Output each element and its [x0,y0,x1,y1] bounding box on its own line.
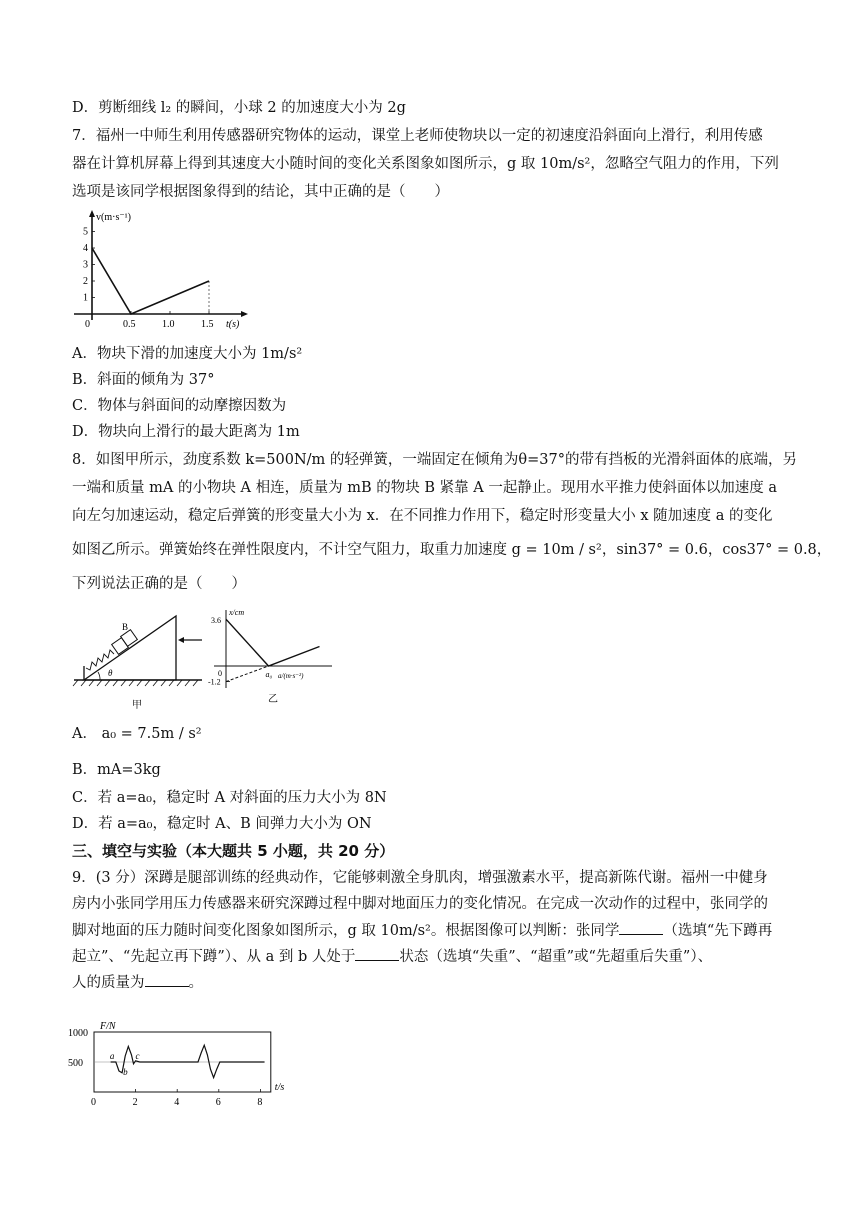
q7-velocity-time-chart [60,206,260,336]
q7-option-d: D．物块向上滑行的最大距离为 1m [72,424,300,440]
y-axis-label: F/N [100,1021,116,1032]
q8-figure-jia [70,604,210,714]
q9-stem-line3-tail: （选填“先下蹲再 [663,923,773,939]
q9-stem-line5 [72,972,800,993]
fig-jia-caption: 甲 [132,700,142,711]
q9-blank-2[interactable] [355,946,399,961]
x-axis-label: t(s) [226,319,240,330]
x-tick-label: 8 [257,1097,263,1108]
q9-stem-line4 [72,946,800,967]
q8-stem-line2: 一端和质量 mA 的小物块 A 相连，质量为 mB 的物块 B 紧靠 A 一起静止。现用水平推力使斜面体以加速度 a [72,480,778,496]
q8-stem-line5: 下列说法正确的是（ ） [72,576,246,592]
push-force-arrowhead [178,637,184,643]
q7-stem-line3: 选项是该同学根据图象得到的结论，其中正确的是（ ） [72,184,449,200]
dashed-extension [226,666,269,682]
q7-option-a: A．物块下滑的加速度大小为 1m/s² [72,346,303,362]
x-tick-label: 6 [215,1097,221,1108]
q8-option-b: B．mA=3kg [72,762,161,778]
q7-option-c: C．物体与斜面间的动摩擦因数为 [72,398,287,414]
y-tick-label: 3.6 [211,616,221,626]
point-label-a: a [109,1051,115,1061]
q8-stem-line4: 如图乙所示。弹簧始终在弹性限度内，不计空气阻力，取重力加速度 g = 10m / s²，sin37° = 0.6，cos37° = 0.8， [72,542,832,558]
x-tick-label: 0 [85,319,90,330]
q6-option-d: D．剪断细线 l₂ 的瞬间，小球 2 的加速度大小为 2g [72,100,406,116]
y-axis-label: v(m·s⁻¹) [96,212,131,223]
y-tick-label: 1000 [68,1028,88,1039]
q7-stem-line1: 7．福州一中师生利用传感器研究物体的运动，课堂上老师使物块以一定的初速度沿斜面向上滑行，利用传感 [72,128,763,144]
q8-figure-yi [206,604,336,704]
q8-option-d: D．若 a=a₀，稳定时 A、B 间弹力大小为 ON [72,816,372,832]
x-tick-label: 1.5 [201,319,214,330]
q9-stem-line4-text: 起立”、“先起立再下蹲”）、从 a 到 b 人处于 [72,949,356,965]
deformation-line [226,619,320,666]
y-tick-label: -1.2 [208,677,221,687]
y-tick-label: 5 [83,226,88,238]
q8-stem-line1: 8．如图甲所示，劲度系数 k=500N/m 的轻弹簧，一端固定在倾角为θ=37°的带有挡板的光滑斜面体的底端，另 [72,452,797,468]
q7-option-b: B．斜面的倾角为 37° [72,372,215,388]
q7-stem-line2: 器在计算机屏幕上得到其速度大小随时间的变化关系图象如图所示，g 取 10m/s²，忽略空气阻力的作用，下列 [72,156,779,172]
section3-title: 三、填空与实验（本大题共 5 小题，共 20 分） [72,842,395,860]
q9-blank-3[interactable] [145,972,189,987]
point-label-c: c [135,1050,140,1061]
x-tick-label: 0.5 [123,319,136,330]
fig-yi-caption: 乙 [268,694,278,704]
ground-hatch [73,680,198,686]
y-tick-label: 2 [83,276,88,287]
point-label-b: b [123,1066,128,1077]
q9-stem-line1: 9．(3 分）深蹲是腿部训练的经典动作，它能够刺激全身肌肉，增强激素水平，提高新陈代谢。福州一中健身 [72,870,768,886]
x-tick-label: 0 [218,669,222,678]
x-axis-arrow [241,311,248,317]
q9-stem-line2: 房内小张同学用压力传感器来研究深蹲过程中脚对地面压力的变化情况。在完成一次动作的过程中，张同学的 [72,896,768,912]
theta-arc [98,672,100,680]
y-tick-label: 1 [83,292,88,304]
y-tick-label: 3 [83,259,88,271]
y-axis-label: x/cm [229,608,245,617]
spring [86,650,114,670]
block-b-label: B [122,622,129,632]
y-axis-arrow [89,210,95,217]
x-tick-label: a₀ [265,670,273,679]
y-tick-label: 4 [83,243,88,254]
q9-stem-line4-tail: 状态（选填“失重”、“超重”或“先超重后失重”）、 [399,949,713,965]
block-a [112,638,129,655]
q8-option-c: C．若 a=a₀，稳定时 A 对斜面的压力大小为 8N [72,790,387,806]
x-tick-label: 1.0 [162,319,175,330]
q9-stem-line3-text: 脚对地面的压力随时间变化图象如图所示，g 取 10m/s²。根据图像可以判断：张同学 [72,923,620,939]
x-tick-label: 2 [132,1097,138,1108]
x-tick-label: 4 [174,1097,180,1108]
incline-body [84,616,176,680]
theta-label: θ [108,668,113,678]
y-tick-label: 500 [68,1058,83,1069]
x-tick-label: 0 [91,1097,96,1108]
velocity-line [92,248,209,314]
force-curve [111,1045,265,1077]
x-axis-label: t/s [274,1082,285,1093]
q9-stem-line5-end: 。 [188,975,203,991]
q9-stem-line5-text: 人的质量为 [72,975,145,991]
q9-force-time-chart [66,1008,306,1108]
q9-blank-1[interactable] [619,920,663,935]
q9-stem-line3 [72,920,800,941]
q8-stem-line3: 向左匀加速运动，稳定后弹簧的形变量大小为 x．在不同推力作用下，稳定时形变量大小 x 随加速度 a 的变化 [72,508,773,524]
x-axis-label: a/(m·s⁻²) [278,672,304,680]
q8-option-a: A． a₀ = 7.5m / s² [72,726,202,742]
